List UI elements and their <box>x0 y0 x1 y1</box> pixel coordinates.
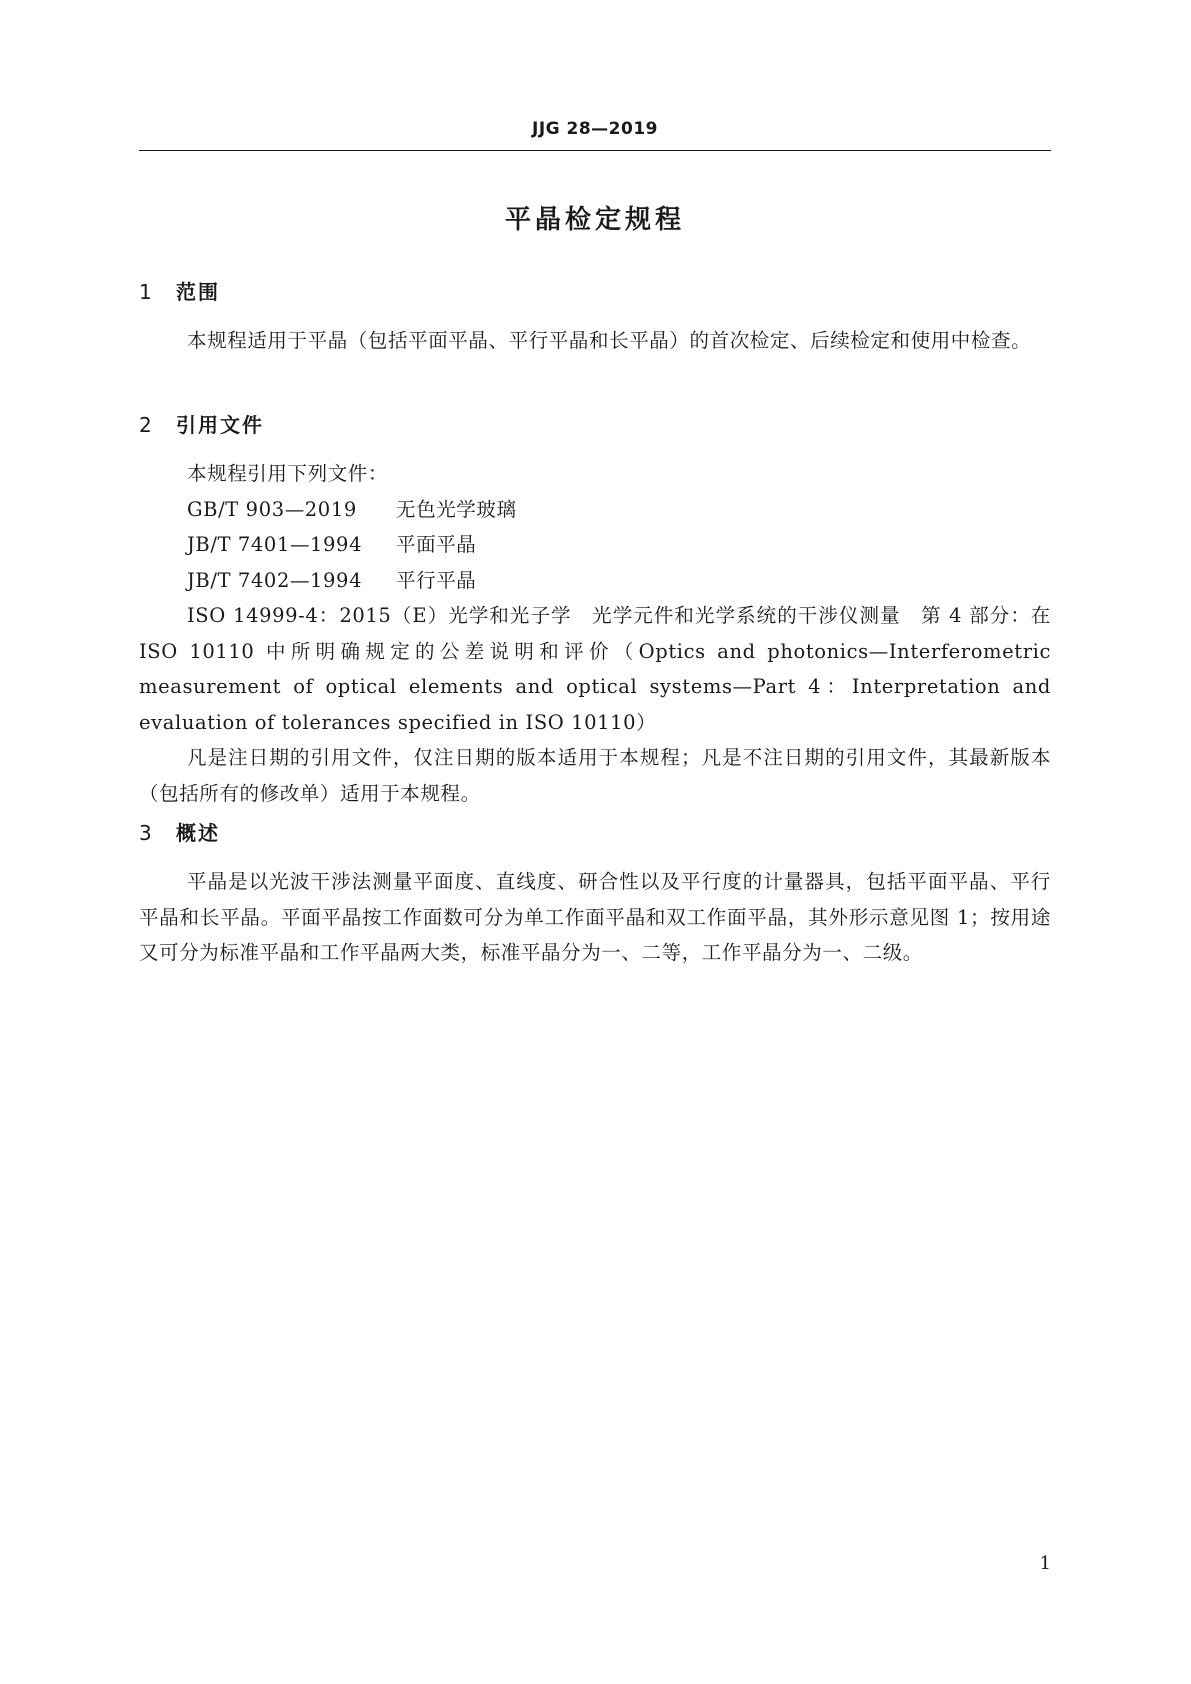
section-1 <box>139 277 1051 307</box>
scope-paragraph: 本规程适用于平晶（包括平面平晶、平行平晶和长平晶）的首次检定、后续检定和使用中检查。 <box>187 329 1032 352</box>
reference-code: JB/T 7401—1994 <box>187 533 363 556</box>
section-heading <box>139 818 1051 848</box>
reference-item <box>139 492 1051 528</box>
references-intro: 本规程引用下列文件： <box>187 462 389 485</box>
reference-title: 无色光学玻璃 <box>396 497 517 521</box>
document-title: 平晶检定规程 <box>504 205 685 235</box>
overview-paragraph: 平晶是以光波干涉法测量平面度、直线度、研合性以及平行度的计量器具，包括平面平晶、平行平晶和长平晶。平面平晶按工作面数可分为单工作面平晶和双工作面平晶，其外形示意见图 1；按用途又可分为标准平晶和工作平晶两大类，标准平晶分为一、二等，工作平晶分为一、二级。 <box>139 870 1051 964</box>
reference-code: GB/T 903—2019 <box>187 497 357 521</box>
section-number: 3 <box>139 821 154 845</box>
reference-title: 平行平晶 <box>396 568 477 592</box>
section-title: 概述 <box>176 821 220 845</box>
document-code: JJG 28—2019 <box>532 119 658 139</box>
section-heading <box>139 410 1051 440</box>
section-2 <box>139 410 1051 440</box>
iso-reference: ISO 14999-4：2015（E）光学和光子学 光学元件和光学系统的干涉仪测量 第 4 部分：在 ISO 10110 中所明确规定的公差说明和评价（Optics and photonics—Interferometric measurement of optical elements and optical systems—Part 4：Interpretation and evaluation of tolerances specified in ISO 10110） <box>139 604 1051 734</box>
section-title: 范围 <box>176 280 220 304</box>
section-3-body <box>139 864 1051 971</box>
section-heading <box>139 277 1051 307</box>
reference-title: 平面平晶 <box>396 533 477 556</box>
section-title: 引用文件 <box>176 413 264 437</box>
page-number: 1 <box>1039 1553 1051 1574</box>
running-header <box>139 118 1051 151</box>
reference-item <box>139 563 1051 599</box>
section-3 <box>139 818 1051 848</box>
section-number: 2 <box>139 413 154 437</box>
section-1-body <box>139 323 1051 359</box>
reference-item <box>139 527 1051 563</box>
references-note: 凡是注日期的引用文件，仅注日期的版本适用于本规程；凡是不注日期的引用文件，其最新版本（包括所有的修改单）适用于本规程。 <box>139 746 1051 805</box>
section-number: 1 <box>139 280 154 304</box>
section-2-body <box>139 456 1051 811</box>
reference-code: JB/T 7402—1994 <box>187 568 363 592</box>
